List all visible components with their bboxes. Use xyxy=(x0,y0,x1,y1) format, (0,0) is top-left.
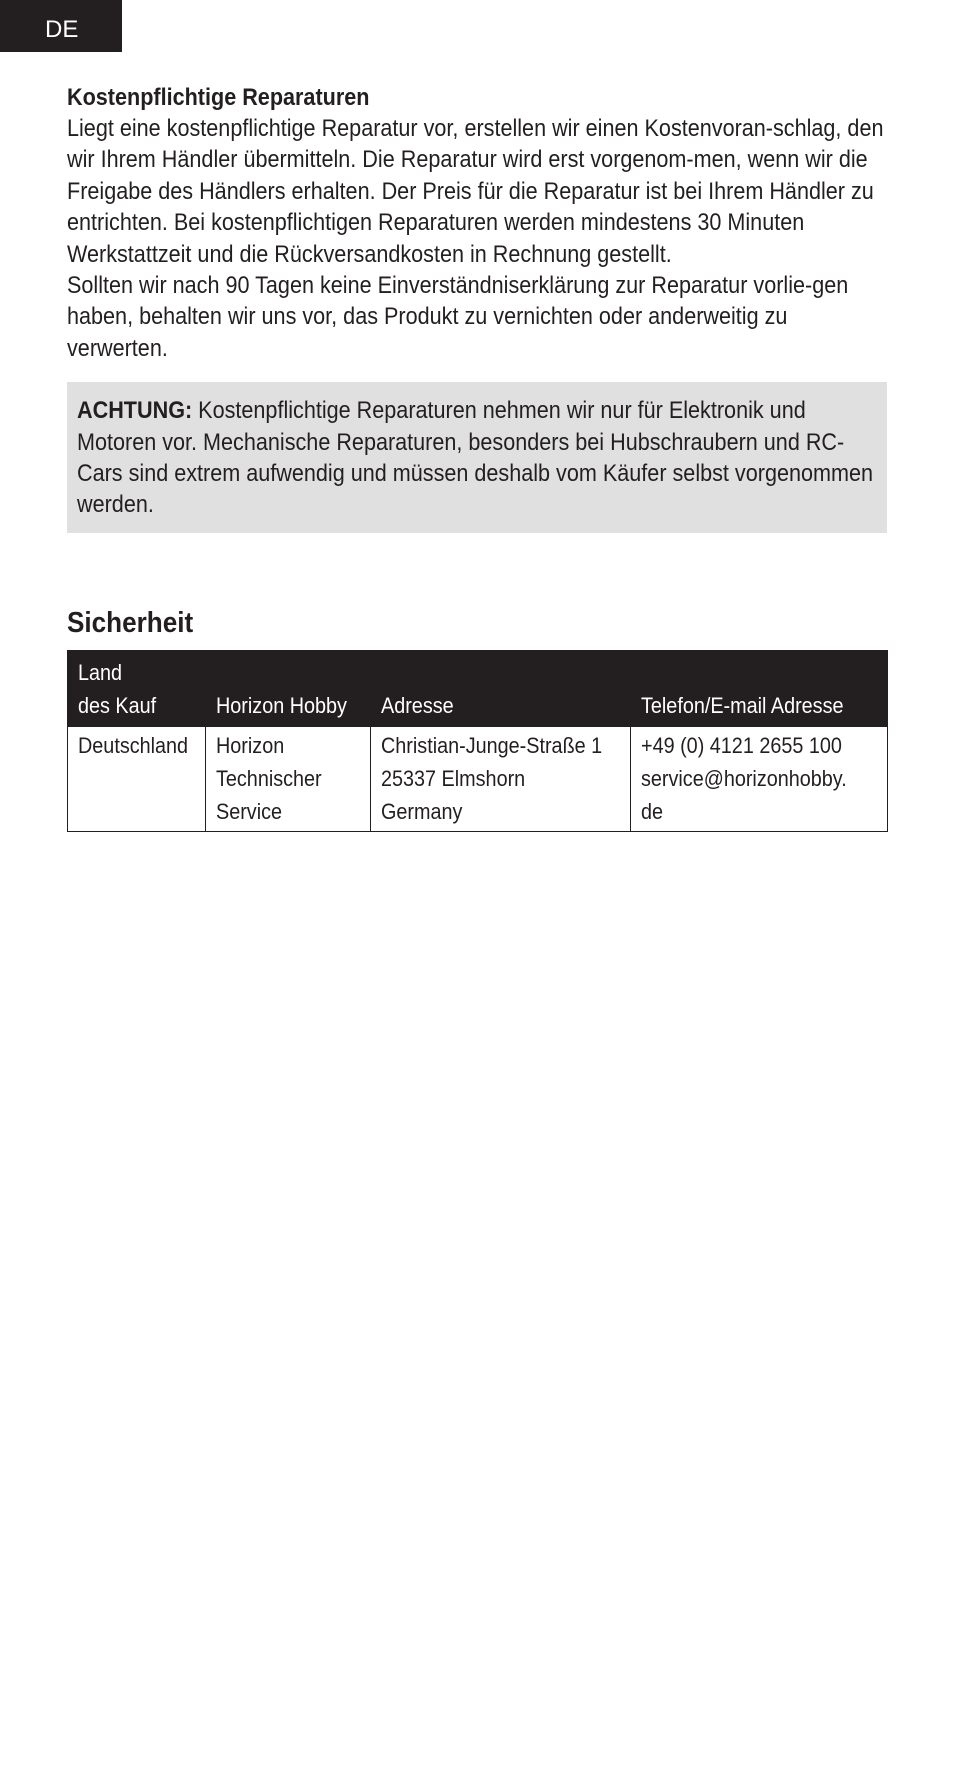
repairs-paragraph-2: Sollten wir nach 90 Tagen keine Einverständniserklärung zur Reparatur vorlie-gen haben, behalten wir uns vor, das Produkt zu vernichten oder anderweitig zu verwerten. xyxy=(67,272,849,362)
table-header-row xyxy=(68,651,888,728)
cell-address: Christian-Junge-Straße 1 25337 Elmshorn Germany xyxy=(371,727,631,831)
notice-label: ACHTUNG: xyxy=(77,397,193,425)
notice-box xyxy=(67,382,887,533)
notice-body: Kostenpflichtige Reparaturen nehmen wir nur für Elektronik und Motoren vor. Mechanische Reparaturen, besonders bei Hubschraubern und RC-Cars sind extrem aufwendig und müssen deshalb vom Käufer selbst vorgenommen werden. xyxy=(77,397,874,519)
notice-text xyxy=(77,395,883,521)
cell-country: Deutschland xyxy=(68,727,206,831)
service-contact-table xyxy=(67,650,888,832)
header-horizon: Horizon Hobby xyxy=(206,651,371,728)
header-contact: Telefon/E-mail Adresse xyxy=(631,651,888,728)
email-address-part-1[interactable]: service@horizonhobby. xyxy=(641,766,847,792)
repairs-heading: Kostenpflichtige Reparaturen xyxy=(67,84,370,111)
table-row xyxy=(68,727,888,831)
repairs-paragraph-1: Liegt eine kostenpflichtige Reparatur vor, erstellen wir einen Kostenvoran-schlag, den wir Ihrem Händler übermitteln. Die Reparatur wird erst vorgenom-men, wenn wir die Freigabe des Händlers erhalten. Der Preis für die Reparatur ist bei Ihrem Händler zu entrichten. Bei kostenpflichtigen Reparaturen werden mindestens 30 Minuten Werkstattzeit und die Rückversandkosten in Rechnung gestellt. xyxy=(67,115,884,268)
safety-heading: Sicherheit xyxy=(67,607,194,640)
language-tab: DE xyxy=(0,0,122,52)
email-address-part-2[interactable]: de xyxy=(641,799,664,825)
header-country-line-2: des Kauf xyxy=(78,693,157,719)
phone-number: +49 (0) 4121 2655 100 xyxy=(641,733,842,759)
header-country xyxy=(68,651,206,728)
cell-contact xyxy=(631,727,888,831)
page-content xyxy=(67,82,887,832)
cell-horizon: Horizon Technischer Service xyxy=(206,727,371,831)
header-address: Adresse xyxy=(371,651,631,728)
header-country-line-1: Land xyxy=(78,660,123,686)
